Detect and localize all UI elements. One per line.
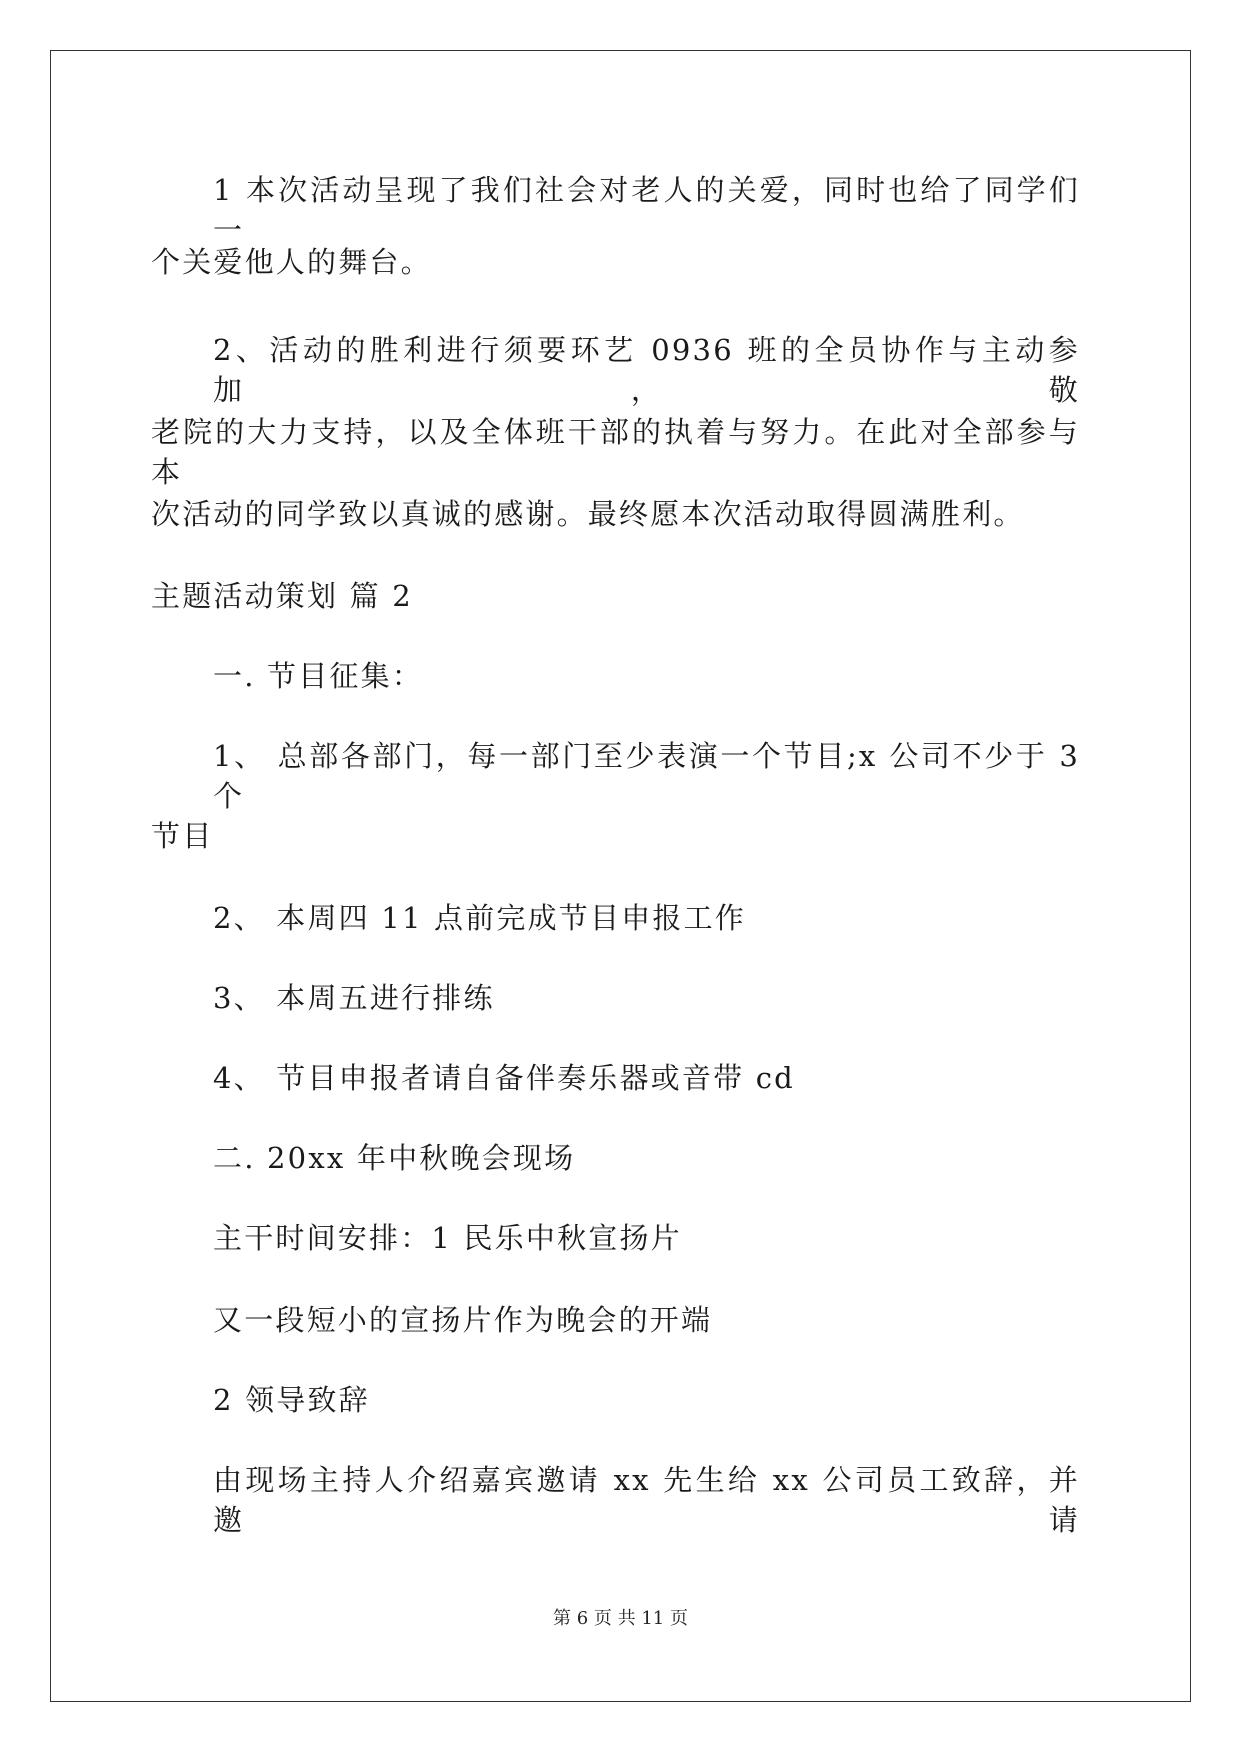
schedule-item-2: 2 领导致辞 [213, 1383, 370, 1417]
paragraph-2-line-3: 次活动的同学致以真诚的感谢。最终愿本次活动取得圆满胜利。 [151, 497, 1025, 531]
schedule-item-1-desc: 又一段短小的宣扬片作为晚会的开端 [213, 1303, 713, 1337]
section-heading: 主题活动策划 篇 2 [151, 579, 413, 613]
subsection-heading-2: 二. 20xx 年中秋晚会现场 [213, 1141, 576, 1175]
paragraph-2-line-1: 2、活动的胜利进行须要环艺 0936 班的全员协作与主动参加，敬 [213, 333, 1080, 407]
list-item-4: 4、 节目申报者请自备伴奏乐器或音带 cd [213, 1061, 795, 1095]
list-item-1-line-2: 节目 [151, 819, 214, 853]
list-item-3: 3、 本周五进行排练 [213, 981, 495, 1015]
schedule-item-1: 主干时间安排：1 民乐中秋宣扬片 [213, 1221, 682, 1255]
paragraph-1-line-1: 1 本次活动呈现了我们社会对老人的关爱，同时也给了同学们一 [213, 173, 1080, 247]
page-number-footer: 第 6 页 共 11 页 [553, 1608, 688, 1629]
subsection-heading-1: 一. 节目征集： [213, 659, 424, 693]
page-border [50, 50, 1191, 1702]
paragraph-1-line-2: 个关爱他人的舞台。 [151, 245, 432, 279]
list-item-1-line-1: 1、 总部各部门，每一部门至少表演一个节目;x 公司不少于 3 个 [213, 739, 1080, 813]
paragraph-2-line-2: 老院的大力支持，以及全体班干部的执着与努力。在此对全部参与本 [151, 415, 1080, 489]
schedule-item-2-desc: 由现场主持人介绍嘉宾邀请 xx 先生给 xx 公司员工致辞，并邀请 [213, 1463, 1080, 1537]
list-item-2: 2、 本周四 11 点前完成节目申报工作 [213, 901, 747, 935]
